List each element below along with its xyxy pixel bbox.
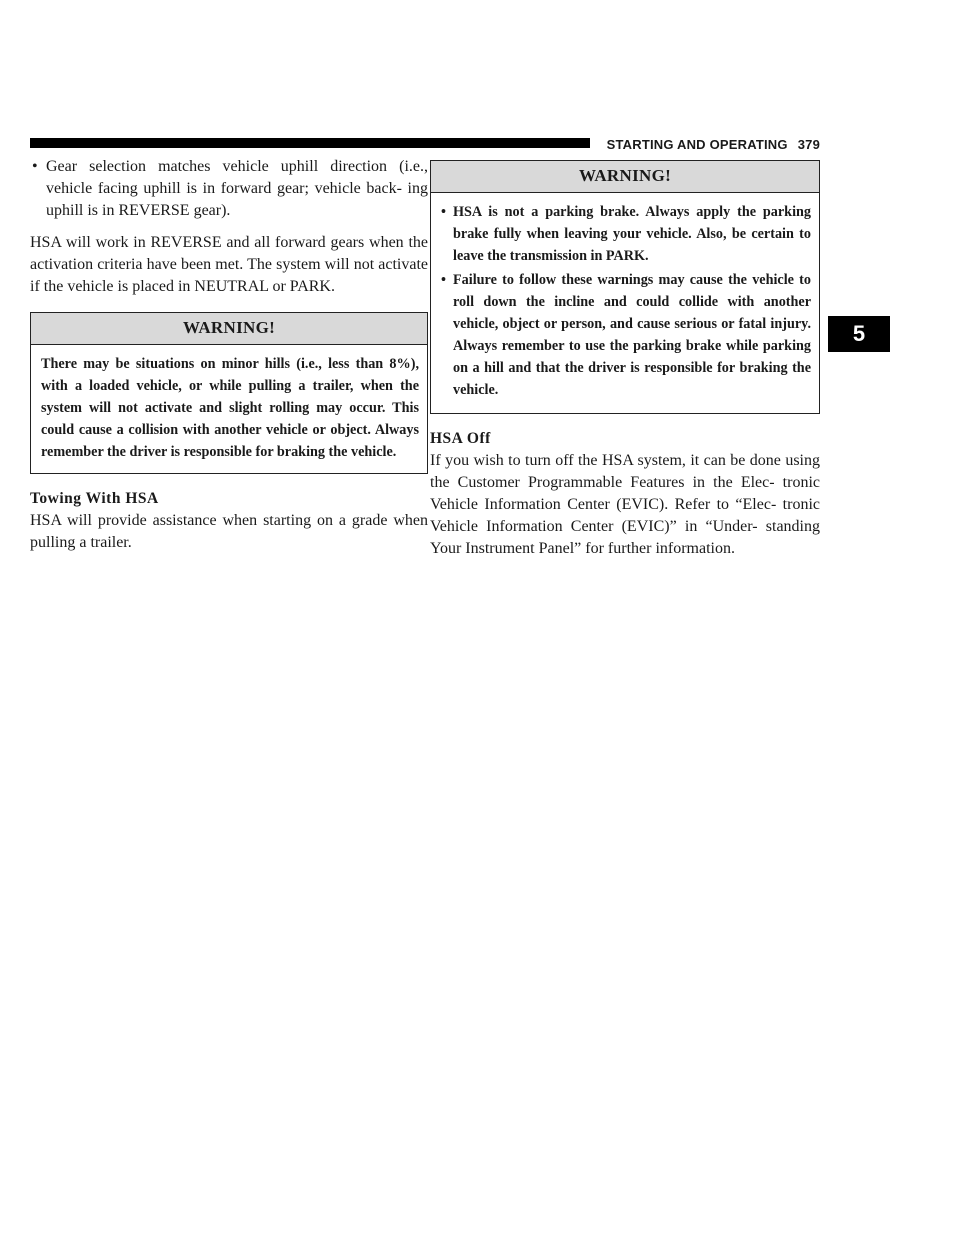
bullet-icon: •	[32, 158, 38, 175]
section-heading-hsa-off: HSA Off	[430, 430, 491, 447]
bullet-text: Gear selection matches vehicle uphill direction (i.e., vehicle facing uphill is in forward gear; vehicle back- ing uphill is in REVERSE gear).	[46, 158, 428, 219]
left-column	[30, 156, 428, 554]
warning-text: There may be situations on minor hills (i.e., less than 8%), with a loaded vehicle, or while pulling a trailer, when the system will not activate and slight rolling may occur. This could cause a collision with another vehicle or object. Always remember the driver is responsible for braking the vehicle.	[41, 356, 419, 460]
warning-title: WARNING!	[31, 313, 427, 345]
section-heading-towing: Towing With HSA	[30, 490, 159, 507]
body-paragraph: HSA will work in REVERSE and all forward gears when the activation criteria have been met. The system will not activate if the vehicle is placed in NEUTRAL or PARK.	[30, 234, 428, 295]
warning-title: WARNING!	[431, 161, 819, 193]
list-item	[441, 201, 811, 267]
list-item	[441, 269, 811, 401]
warning-box	[30, 312, 428, 474]
right-column	[430, 156, 820, 560]
header-rule	[30, 138, 590, 148]
warning-item-text: Failure to follow these warnings may cause the vehicle to roll down the incline and could collide with another vehicle, object or person, and cause serious or fatal injury. Always remember to use the parking brake while parking on a hill and that the driver is responsible for braking the vehicle.	[453, 272, 811, 398]
warning-box	[430, 160, 820, 414]
section-title: STARTING AND OPERATING	[606, 137, 788, 152]
hsa-off-paragraph: If you wish to turn off the HSA system, it can be done using the Customer Programmable Features in the Elec- tronic Vehicle Information Center (EVIC). Refer to “Elec- tronic Vehicle Information Center (EVIC)” in “Under- standing Your Instrument Panel” for further information.	[430, 452, 820, 557]
bullet-icon: •	[441, 204, 446, 220]
chapter-tab: 5	[828, 316, 890, 352]
warning-list	[431, 193, 819, 413]
bullet-icon: •	[441, 272, 446, 288]
list-item	[30, 156, 428, 222]
warning-item-text: HSA is not a parking brake. Always apply the parking brake fully when leaving your vehicle. Also, be certain to leave the transmission in PARK.	[453, 204, 811, 264]
towing-paragraph: HSA will provide assistance when starting on a grade when pulling a trailer.	[30, 512, 428, 551]
running-header	[607, 137, 820, 152]
page-number: 379	[797, 137, 820, 152]
